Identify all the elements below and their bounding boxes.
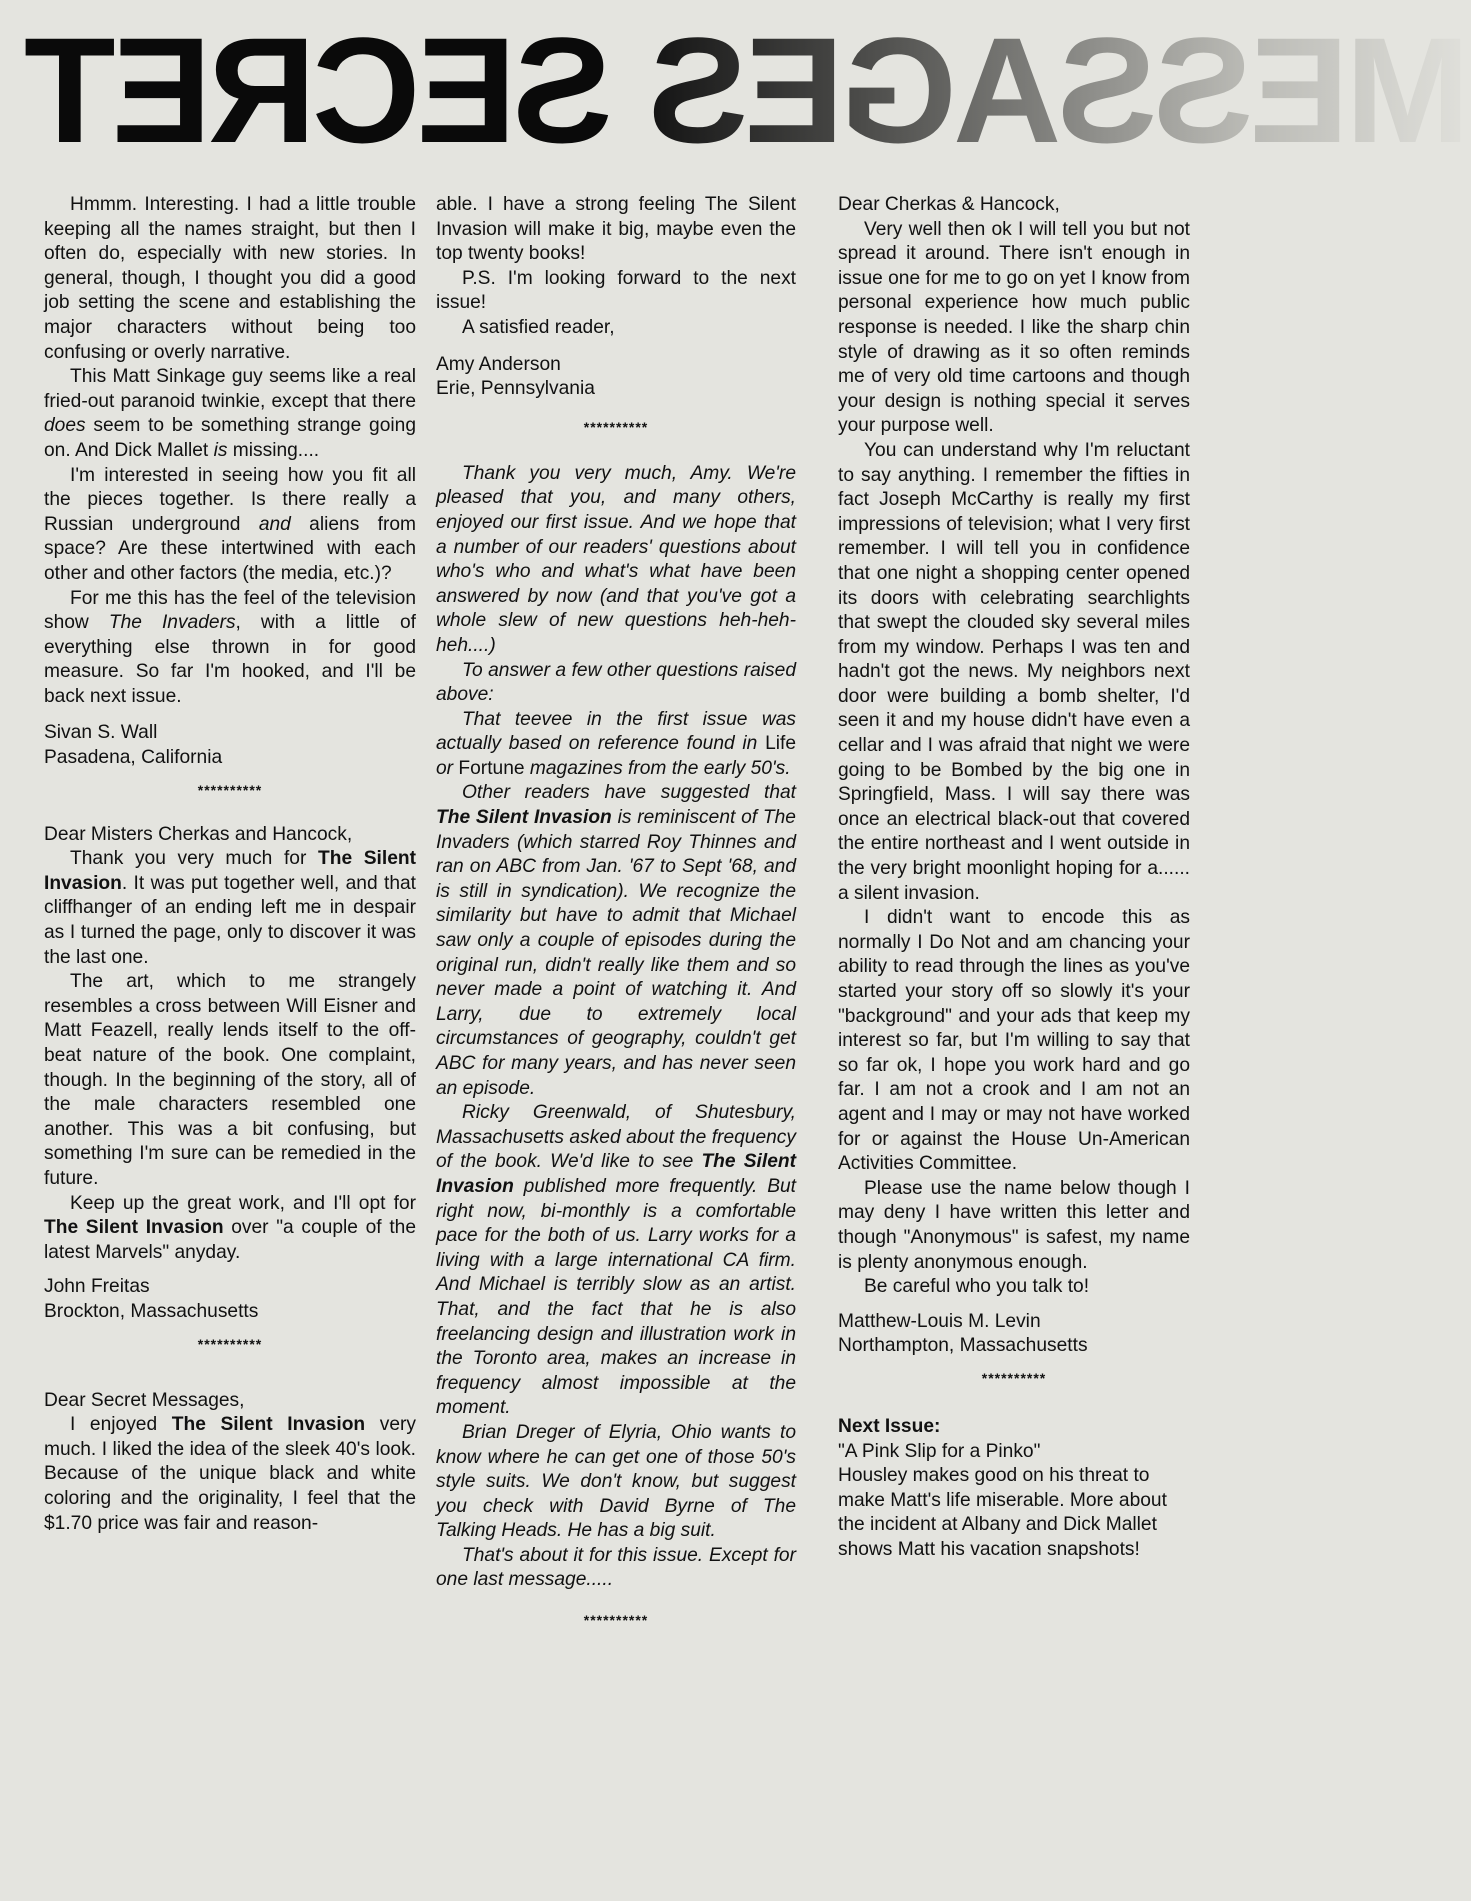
letter-4-paragraph-4: Please use the name below though I may deny I have written this letter and though "Anonymous" is safest, my name is plenty anonymous enough. [838, 1177, 1190, 1273]
letter-3-closing: A satisfied reader, [462, 316, 615, 338]
letter-4-signature-name: Matthew-Louis M. Levin [838, 1310, 1041, 1332]
letter-3-postscript: P.S. I'm looking forward to the next issue! [436, 267, 796, 314]
separator-stars: ********** [197, 781, 263, 798]
letter-1-paragraph-2: This Matt Sinkage guy seems like a real fried-out paranoid twinkie, except that there does seem to be something strange going on. And Dick Mallet is missing.... [44, 366, 416, 461]
letter-2-salutation: Dear Misters Cherkas and Hancock, [44, 823, 353, 845]
letter-3-paragraph-1-continued: able. I have a strong feeling The Silent Invasion will make it big, maybe even the top twenty books! [436, 194, 796, 265]
letter-2-paragraph-1: Thank you very much for The Silent Invasion. It was put together well, and that cliffhanger of an ending left me in despair as I turned the page, only to discover it was the last one. [44, 848, 417, 968]
letter-2-paragraph-2: The art, which to me strangely resembles a cross between Will Eisner and Matt Feazell, really lends itself to the off-beat nature of the book. One complaint, though. In the beginning of the story, all of the male characters resembled one another. This was a bit confusing, but something I'm sure can be remedied in the future. [44, 971, 416, 1189]
letter-4-paragraph-3: I didn't want to encode this as normally I Do Not and am chancing your ability to read through the lines as you've started your story off so slowly it's your "background" and your ads that keep my interest so far, but I'm willing to say that so far ok, I hope you work hard and go far. I am not a crook and I am not an agent and I may or may not have worked for or against the House Un-American Activities Committee. [838, 907, 1190, 1175]
reply-paragraph-3: That teevee in the first issue was actually based on reference found in Life or Fortune magazines from the early 50's. [436, 708, 796, 779]
separator-stars: ********** [583, 418, 649, 435]
editors-reply [436, 462, 796, 1593]
next-issue-description: Housley makes good on his threat to make Matt's life miserable. More about the incident at Albany and Dick Mallet shows Matt his vacation snapshots! [838, 1465, 1167, 1560]
column-2 [436, 193, 796, 1653]
separator-stars: ********** [197, 1335, 263, 1352]
letter-1-paragraph-4: For me this has the feel of the television show The Invaders, with a little of everything else thrown in for good measure. So far I'm hooked, and I'll be back next issue. [44, 587, 416, 707]
next-issue-label: Next Issue: [838, 1415, 941, 1437]
reply-paragraph-4: Other readers have suggested that The Silent Invasion is reminiscent of The Invaders (which starred Roy Thinnes and ran on ABC from Jan. '67 to Sept '68, and is still in syndication). We recognize the similarity but have to admit that Michael saw only a couple of episodes during the original run, didn't really like them and so never made a point of watching it. And Larry, due to extremely local circumstances of geography, couldn't get ABC for many years, and has never seen an episode. [436, 782, 796, 1099]
column-1 [44, 193, 416, 1536]
letter-1-signature-place: Pasadena, California [44, 747, 223, 769]
letter-1-signature-name: Sivan S. Wall [44, 722, 158, 744]
reply-paragraph-6: Brian Dreger of Elyria, Ohio wants to know where he can get one of those 50's style suits. We don't know, but suggest you check with David Byrne of The Talking Heads. He has a big suit. [436, 1421, 796, 1542]
letter-2-paragraph-3: Keep up the great work, and I'll opt for The Silent Invasion over "a couple of the latest Marvels" anyday. [44, 1192, 416, 1263]
letter-3-paragraph-1: I enjoyed The Silent Invasion very much. I liked the idea of the sleek 40's look. Because of the unique black and white coloring and the originality, I feel that the $1.70 price was fair and reason- [44, 1414, 416, 1534]
letter-2-signature-place: Brockton, Massachusetts [44, 1300, 259, 1322]
page-title [28, 6, 1471, 174]
letter-4-paragraph-1: Very well then ok I will tell you but not spread it around. There isn't enough in issue one for me to go on yet I know from personal experience how much public response is needed. I like the sharp chin style of drawing as it so often reminds me of very old time cartoons and though your design is nothing special it serves your purpose well. [838, 218, 1190, 437]
separator-stars: ********** [583, 1612, 649, 1629]
letter-4-paragraph-2: You can understand why I'm reluctant to say anything. I remember the fifties in fact Joseph McCarthy is really my first impressions of television; what I very first remember. I will tell you in confidence that one night a shopping center opened its doors with celebrating searchlights that swept the clouded sky several miles from my window. Perhaps I was ten and hadn't got the news. My neighbors next door were building a bomb shelter, I'd seen it and my house didn't have even a cellar and I was afraid that night we were going to be Bombed by the big one in Springfield, Mass. I will say there was once an electrical black-out that covered the entire northeast and I went outside in the very bright moonlight hoping for a...... a silent invasion. [838, 439, 1190, 904]
next-issue-title: "A Pink Slip for a Pinko" [838, 1440, 1041, 1462]
letter-3-salutation: Dear Secret Messages, [44, 1389, 245, 1411]
reply-paragraph-2: To answer a few other questions raised above: [436, 659, 796, 706]
letter-1-paragraph-1: Hmmm. Interesting. I had a little trouble keeping all the names straight, but then I often do, especially with new stories. In general, though, I thought you did a good job setting the scene and establishing the major characters without being too confusing or overly narrative. [44, 194, 416, 363]
title-word-secret: SECRET [28, 6, 613, 174]
letter-1-paragraph-3: I'm interested in seeing how you fit all the pieces together. Is there really a Russian underground and aliens from space? Are these intertwined with each other and other factors (the media, etc.)? [44, 464, 416, 584]
letter-4-salutation: Dear Cherkas & Hancock, [838, 194, 1060, 215]
letter-2-signature-name: John Freitas [44, 1276, 150, 1298]
separator-stars: ********** [981, 1369, 1047, 1386]
title-word-messages: MESSAGES [652, 6, 1471, 174]
reply-paragraph-7: That's about it for this issue. Except for one last message..... [436, 1544, 796, 1591]
letter-3-signature-name: Amy Anderson [436, 353, 561, 375]
letter-3-signature-place: Erie, Pennsylvania [436, 378, 595, 400]
letter-4-paragraph-5: Be careful who you talk to! [864, 1276, 1090, 1298]
reply-paragraph-5: Ricky Greenwald, of Shutesbury, Massachusetts asked about the frequency of the book. We'd like to see The Silent Invasion published more frequently. But right now, bi-monthly is a comfortable pace for the both of us. Larry works for a living with a large international CA firm. And Michael is terribly slow as an artist. That, and the fact that he is also freelancing design and illustration work in the Toronto area, makes an increase in frequency almost impossible at the moment. [436, 1102, 796, 1419]
column-3 [838, 193, 1190, 1562]
letter-4-signature-place: Northampton, Massachusetts [838, 1335, 1088, 1357]
reply-paragraph-1: Thank you very much, Amy. We're pleased that you, and many others, enjoyed our first issue. And we hope that a number of our readers' questions about who's who and what's what have been answered by now (and that you've got a whole slew of new questions heh-heh-heh....) [436, 462, 796, 656]
